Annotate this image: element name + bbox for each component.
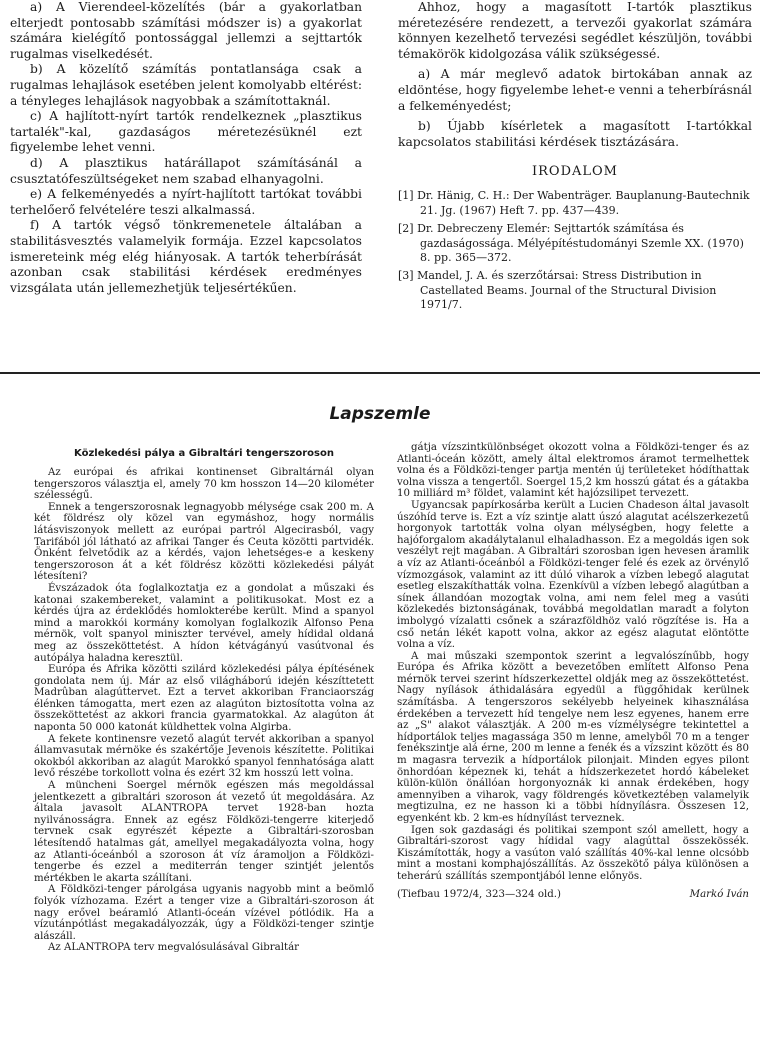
paragraph: A müncheni Soergel mérnök egészen más megoldással jelentkezett a gibraltári szoroson át vezető út megoldására. Az általa javasolt ALANTROPA tervet 1928-ban hozta nyilvánosságra. Ennek az egész Földközi-tengerre kiterjedő tervnek csak egyrészét képezte a Gibraltári-szorosban létesítendő hatalmas gát, amellyel megakadályozta volna, hogy az Atlanti-óceánból a szoroson át víz áramoljon a Földközi-tengerbe és ezzel a mediterrán tenger szintjét jelentős mértékben le akarta szállítani. (34, 780, 374, 884)
article-source: (Tiefbau 1972/4, 323—324 old.) (397, 888, 561, 900)
paragraph: a) A már meglevő adatok birtokában annak az eldöntése, hogy figyelembe lehet-e venni a teherbírásnál a felkeményedést; (398, 67, 752, 113)
paragraph: Az ALANTROPA terv megvalósulásával Gibraltár (48, 942, 300, 954)
paragraph: gátja vízszintkülönbséget okozott volna a Földközi-tenger és az Atlanti-óceán között, amely által elektromos áramot termelhettek volna és a Földközi-tenger partja mentén új területeket hódíthattak volna vissza a tengertől. Soergel 15,2 km hosszú gátat és a gátakba 10 milliárd m³ földet, valamint két hajózsilipet tervezett. (397, 442, 749, 500)
reference-item: [2] Dr. Debreczeny Elemér: Sejttartók számítása és gazdaságossága. Mélyépítéstudományi Szemle XX. (1970) 8. pp. 365—372. (398, 222, 744, 264)
paragraph: Igen sok gazdasági és politikai szempont szól amellett, hogy a Gibraltári-szorost vagy hídidal vagy alagúttal összekössék. Kiszámították, hogy a vasúton való szállítás 40%-kal lenne olcsóbb mint a mostani komphajószállítás. Az összekötő pálya különösen a teherárú szállítás szempontjából lenne előnyös. (397, 824, 749, 882)
paragraph: Évszázadok óta foglalkoztatja ez a gondolat a műszaki és katonai szakembereket, valamint a politikusokat. Most ez a kérdés újra az érdeklődés homlokterébe került. Mind a spanyol mind a marokkói kormány komolyan foglalkozik Alfonso Pena mérnök, volt spanyol miniszter tervével, amely hídidal oldaná meg az összeköttetést. A hídon kétvágányú vasútvonal és autópálya haladna keresztül. (34, 582, 374, 664)
paragraph: Ahhoz, hogy a magasított I-tartók plasztikus méretezésére rendezett, a tervezői gyakorlat számára könnyen kezelhető tervezési segédlet készüljön, további témakörök kidolgozása válik szükségessé. (398, 0, 752, 61)
paragraph: A fekete kontinensre vezető alagút tervét akkoriban a spanyol államvasutak mérnöke és szakértője Jevenois készítette. Politikai okokból akkoriban az alagút Marokkó spanyol fennhatósága alatt levő részébe torkollott volna és ezért 32 km hosszú lett volna. (34, 733, 374, 780)
paragraph: Európa és Afrika közötti szilárd közlekedési pálya építésének gondolata nem új. Már az első világháború idején készíttetett Madrûban alagúttervet. Ezt a tervet akkoriban Franciaország élénken támogatta, mert ezen az alagúton biztosította volna az összeköttetést az akkori francia gyarmatokkal. Az alagúton át naponta 50 000 katonát küldhettek volna Algirba. (34, 664, 374, 734)
top-left-column (10, 0, 362, 296)
paragraph: b) A közelítő számítás pontatlansága csak a rugalmas lehajlások esetében jelent komolyabb eltérést: a tényleges lehajlások nagyobbak a számítottaknál. (10, 62, 362, 108)
top-right-column (398, 0, 752, 317)
paragraph: A mai műszaki szempontok szerint a legvalószínűbb, hogy Európa és Afrika között a bevezetőben említett Alfonso Pena mérnök tervei szerint hídszerkezettel oldják meg az összeköttetést. Nagy nyílások áthidalására egyedül a függőhidak kerülnek számításba. A tengerszoros sekélyebb helyeinek kihasználása érdekében a tervezett híd tengelye nem lesz egyenes, hanem erre az „S" alakot választják. A 200 m-es vízmélységre tekintettel a hídportálok teljes magassága 350 m lenne, amelyből 70 m a tenger fenékszintje alá érne, 200 m lenne a fenék és a vízszint között és 80 m magasra tervezik a hídportálok pilonjait. Minden egyes pilont önhordóan képeznek ki, tehát a hídszerkezetet hordó kábeleket külön-külön önállóan horgonyoznák ki annak érdekében, hogy amennyiben a viharok, vagy földrengés következtében valamelyik megtizulna, ez ne hasson ki a többi hídnyílásra. Összesen 12, egyenként kb. 2 km-es hídnyílást terveznek. (397, 650, 749, 824)
paragraph: Ugyancsak papírkosárba került a Lucien Chadeson által javasolt úszóhíd terve is. Ezt a víz szintje alatt úszó alagutat acélszerkezetű horgonyok tartották volna olyan mélységben, hogy felette a hajóforgalom akadálytalanul elhaladhasson. Ez a megoldás igen sok veszélyt rejt magában. A Gibraltári szorosban igen hevesen áramlik a víz az Atlanti-óceánból a Földközi-tenger felé és ezek az örvénylő vízmozgások, valamint az itt dúló viharok a vízben lebegő alagutat esetleg elszakíthatták volna. Ezenkívül a vízben lebegő alagútban a sínek állandóan mozogtak volna, ami nem felel meg a vasúti közlekedés biztonságának, továbbá megoldatlan maradt a folyton imbolygó vízalatti csőnek a szárazföldhöz való rögzítése is. Ha a cső netán lékét kapott volna, akkor az egész alagutat elöntötte volna a víz. (397, 499, 749, 651)
paragraph: c) A hajlított-nyírt tartók rendelkeznek „plasztikus tartalék"-kal, gazdaságos méretezésüknél ezt figyelembe lehet venni. (10, 109, 362, 155)
paragraph: f) A tartók végső tönkremenetele általában a stabilitásvesztés valamelyik formája. Ezzel kapcsolatos ismereteink még elég hiányosak. A tartók teherbírását azonban csak stabilitási kérdések eredményes vizsgálata után jellemezhetjük teljesértékűen. (10, 218, 362, 295)
paragraph: A Földközi-tenger párolgása ugyanis nagyobb mint a beömlő folyók vízhozama. Ezért a tenger vize a Gibraltári-szoroson át nagy erővel beáramló Atlanti-óceán vízével pótlódik. Ha a vízutánpótlást megakadályozzák, úgy a Földközi-tenger szintje alászáll. (34, 884, 374, 942)
reference-item: [3] Mandel, J. A. és szerzőtársai: Stress Distribution in Castellated Beams. Journal of the Structural Division 1971/7. (398, 269, 717, 312)
section-heading: Lapszemle (329, 404, 431, 424)
references-title: IRODALOM (532, 164, 618, 180)
paragraph: Az európai és afrikai kontinenset Gibraltárnál olyan tengerszoros választja el, amely 70 km hosszon 14—20 kilométer szélességű. (34, 467, 374, 502)
paragraph: e) A felkeményedés a nyírt-hajlított tartókat további terhelőerő felvételére teszi alkalmassá. (10, 187, 362, 217)
article-title: Közlekedési pálya a Gibraltári tengerszoroson (74, 448, 334, 459)
paragraph: a) A Vierendeel-közelítés (bár a gyakorlatban elterjedt pontosabb számítási módszer is) a gyakorlat számára kielégítő pontossággal jellemzi a sejttartók rugalmas viselkedését. (10, 0, 362, 61)
reference-item: [1] Dr. Hänig, C. H.: Der Wabenträger. Bauplanung-Bautechnik 21. Jg. (1967) Heft 7. pp. 437—439. (398, 189, 750, 217)
article-footer (397, 889, 749, 901)
article-right-column (397, 442, 749, 901)
section-divider (0, 372, 760, 374)
article-author: Markó Iván (689, 888, 749, 900)
paragraph: b) Újabb kísérletek a magasított I-tartókkal kapcsolatos stabilitási kérdések tisztázására. (398, 119, 752, 149)
paragraph: Ennek a tengerszorosnak legnagyobb mélysége csak 200 m. A két földrész oly közel van egymáshoz, hogy normális látásviszonyok mellett az európai partról Algecirasból, vagy Tarifából jól látható az afrikai Tanger és Ceuta közötti partvidék. Önként felvetődik az a kérdés, vajon lehetséges-e a keskeny tengerszoroson át a két földrész közötti közlekedési pályát létesíteni? (34, 501, 374, 583)
paragraph: d) A plasztikus határállapot számításánál a csusztatófeszültségeket nem szabad elhanyagolni. (10, 155, 362, 186)
article-left-column (34, 442, 374, 954)
